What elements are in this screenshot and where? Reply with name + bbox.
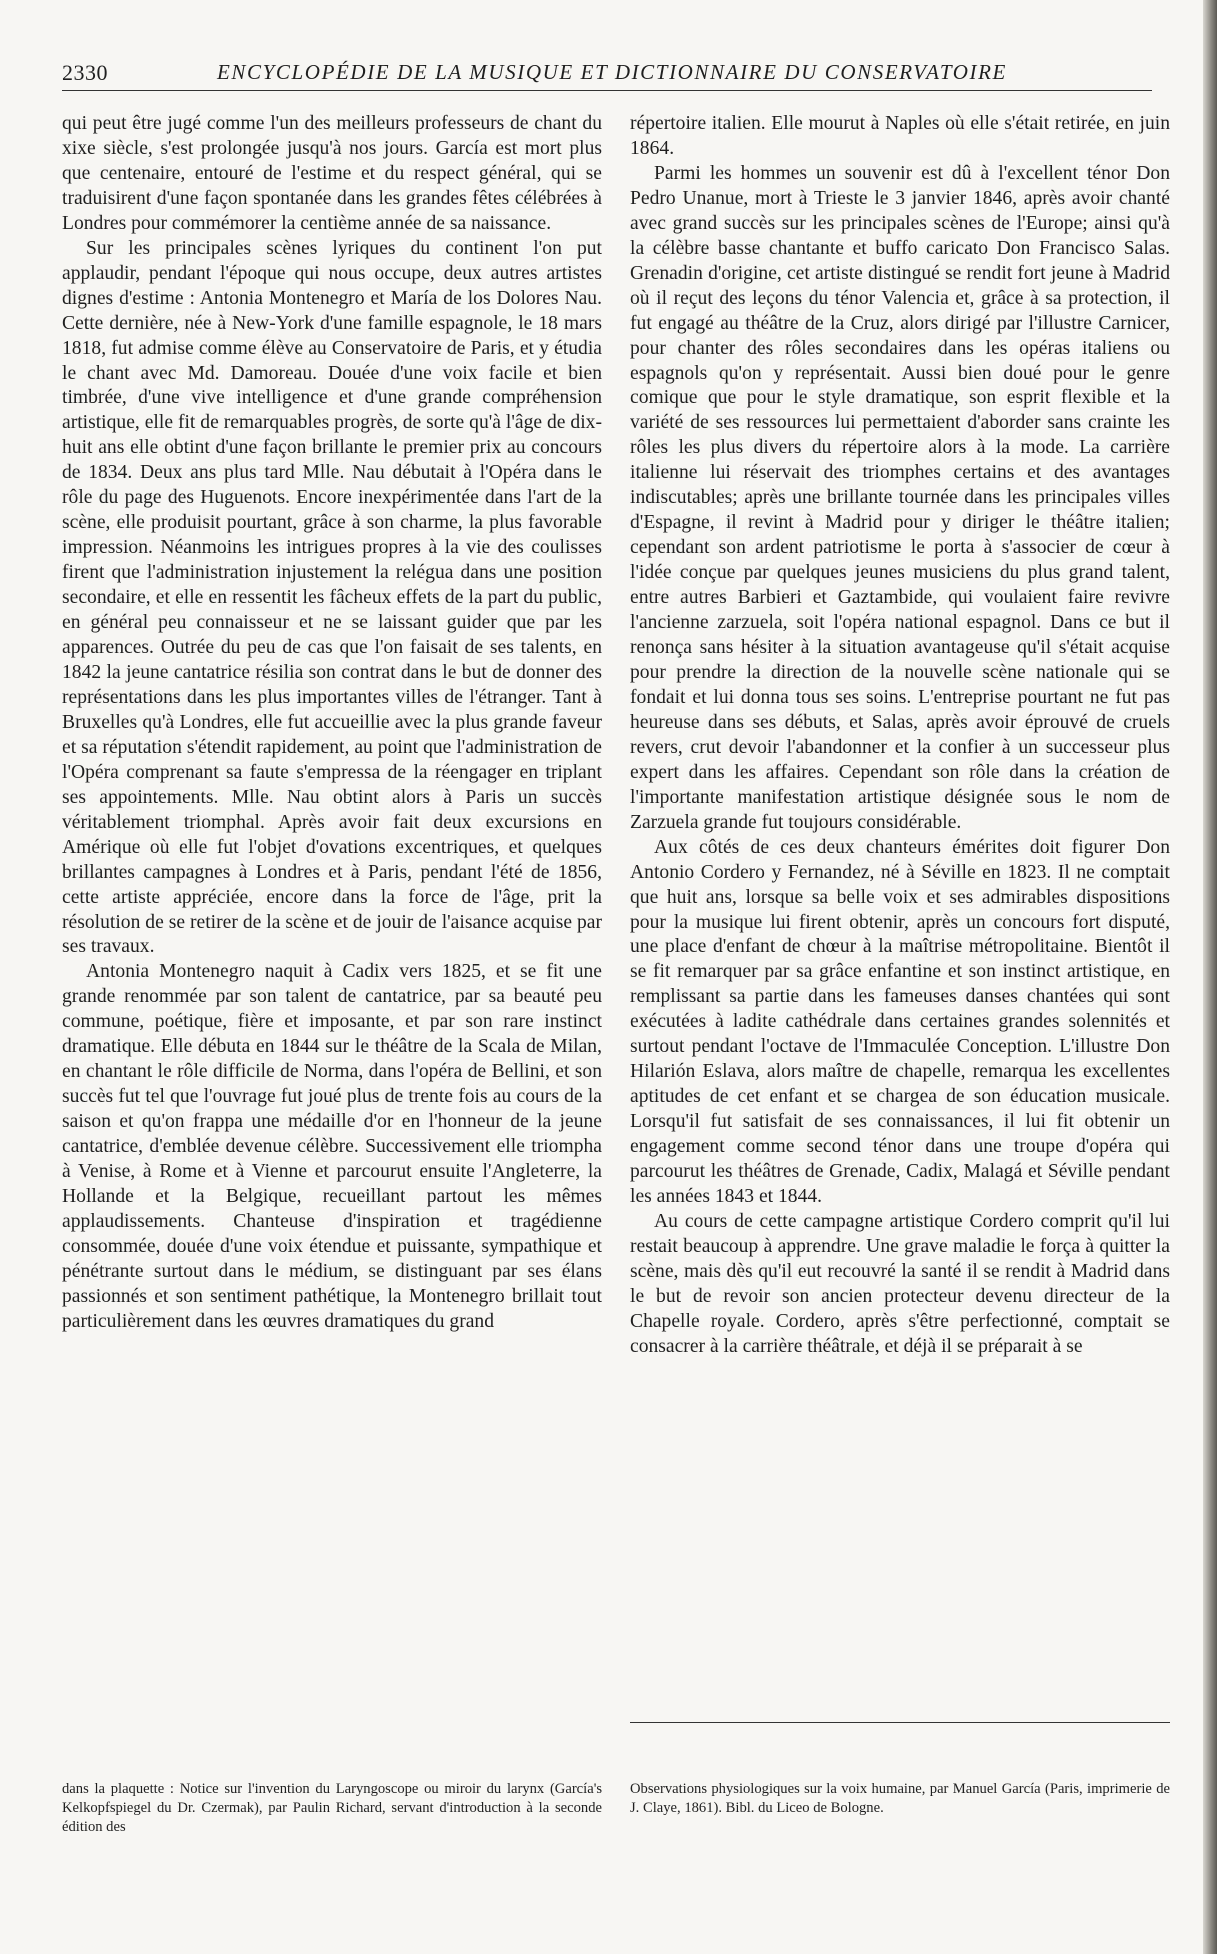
paragraph: Parmi les hommes un souvenir est dû à l'excellent ténor Don Pedro Unanue, mort à Trieste le 3 janvier 1846, après avoir chanté avec grand succès sur les principales scènes de l'Europe; ainsi qu'à la célèbre basse chantante et buffo caricato Don Francisco Salas. Grenadin d'origine, cet artiste distingué se rendit fort jeune à Madrid où il reçut des leçons du ténor Valencia et, grâce à sa protection, il fut engagé au théâtre de la Cruz, alors dirigé par l'illustre Carnicer, pour chanter des rôles secondaires dans les opéras italiens ou espagnols qu'on y représentait. Aussi bien doué pour le genre comique que pour le style dramatique, son esprit flexible et la variété de ses ressources lui permettaient d'aborder sans crainte les rôles les plus divers du répertoire alors à la mode. La carrière italienne lui réservait des triomphes certains et des avantages indiscutables; après une brillante tournée dans les principales villes d'Espagne, il revint à Madrid pour y diriger le théâtre italien; cependant son ardent patriotisme le porta à s'associer de cœur à l'idée conçue par quelques jeunes musiciens du plus grand talent, entre autres Barbieri et Gaztambide, qui voulaient faire revivre l'ancienne zarzuela, soit l'opéra national espagnol. Dans ce but il renonça sans hésiter à la situation avantageuse qu'il s'était acquise pour prendre la direction de la nouvelle scène nationale qui se fondait et lui donna tous ses soins. L'entreprise pourtant ne fut pas heureuse dans ses débuts, et Salas, après avoir éprouvé de cruels revers, crut devoir l'abandonner et la confier à un successeur plus expert dans les affaires. Cependant son rôle dans la création de l'importante manifestation artistique désignée sous le nom de Zarzuela grande fut toujours considérable. (630, 162, 1170, 833)
right-column (630, 112, 1170, 1360)
footnote-divider (630, 1722, 1170, 1723)
paragraph: Aux côtés de ces deux chanteurs émérites doit figurer Don Antonio Cordero y Fernandez, né à Séville en 1823. Il ne comptait que huit ans, lorsque sa belle voix et ses admirables dispositions pour la musique lui firent obtenir, après un concours fort disputé, une place d'enfant de chœur à la maîtrise métropolitaine. Bientôt il se fit remarquer par sa grâce enfantine et son instinct artistique, en remplissant sa partie dans les fameuses danses chantées qui sont exécutées à ladite cathédrale dans certaines grandes solennités et surtout pendant l'octave de l'Immaculée Conception. L'illustre Don Hilarión Eslava, alors maître de chapelle, remarqua les excellentes aptitudes de cet enfant et se chargea de son éducation musicale. Lorsqu'il fut satisfait de ses connaissances, il lui fit obtenir un engagement comme second ténor dans une troupe d'opéra qui parcourut les théâtres de Grenade, Cadix, Malagá et Séville pendant les années 1843 et 1844. (630, 836, 1170, 1207)
paragraph: qui peut être jugé comme l'un des meilleurs professeurs de chant du xixe siècle, s'est prolongée jusqu'à nos jours. García est mort plus que centenaire, entouré de l'estime et du respect général, qui se traduisirent d'une façon spontanée dans les grandes fêtes célébrées à Londres pour commémorer la centième année de sa naissance. (62, 113, 602, 234)
running-title: ENCYCLOPÉDIE DE LA MUSIQUE ET DICTIONNAIRE DU CONSERVATOIRE (217, 60, 1007, 84)
footnote-right: Observations physiologiques sur la voix humaine, par Manuel García (Paris, imprimerie de J. Claye, 1861). Bibl. du Liceo de Bologne. (630, 1781, 1170, 1816)
page-edge-shadow (1203, 0, 1217, 1954)
running-header (62, 58, 1152, 91)
paragraph: répertoire italien. Elle mourut à Naples où elle s'était retirée, en juin 1864. (630, 113, 1170, 159)
page-number: 2330 (62, 60, 108, 85)
paragraph: Au cours de cette campagne artistique Cordero comprit qu'il lui restait beaucoup à apprendre. Une grave maladie le força à quitter la scène, mais dès qu'il eut recouvré la santé il se rendit à Madrid dans le but de revoir son ancien protecteur devenu directeur de la Chapelle royale. Cordero, après s'être perfectionné, comptait se consacrer à la carrière théâtrale, et déjà il se préparait à se (630, 1210, 1170, 1357)
paragraph: Sur les principales scènes lyriques du continent l'on put applaudir, pendant l'époque qui nous occupe, deux autres artistes dignes d'estime : Antonia Montenegro et María de los Dolores Nau. Cette dernière, née à New-York d'une famille espagnole, le 18 mars 1818, fut admise comme élève au Conservatoire de Paris, et y étudia le chant avec Md. Damoreau. Douée d'une voix facile et bien timbrée, d'une vive intelligence et d'une grande compréhension artistique, elle fit de remarquables progrès, de sorte qu'à l'âge de dix-huit ans elle obtint d'une façon brillante le premier prix au concours de 1834. Deux ans plus tard Mlle. Nau débutait à l'Opéra dans le rôle du page des Huguenots. Encore inexpérimentée dans l'art de la scène, elle produisit pourtant, grâce à son charme, la plus favorable impression. Néanmoins les intrigues propres à la vie des coulisses firent que l'administration injustement la relégua dans une position secondaire, et elle en ressentit les fâcheux effets de la part du public, en général peu connaisseur et ne se laissant guider que par les apparences. Outrée du peu de cas que l'on faisait de ses talents, en 1842 la jeune cantatrice résilia son contrat dans le but de donner des représentations dans les plus importantes villes de l'étranger. Tant à Bruxelles qu'à Londres, elle fut accueillie avec la plus grande faveur et sa réputation s'étendit rapidement, au point que l'administration de l'Opéra comprenant sa faute s'empressa de la réengager en triplant ses appointements. Mlle. Nau obtint alors à Paris un succès véritablement triomphal. Après avoir fait deux excursions en Amérique où elle fut l'objet d'ovations excentriques, et quelques brillantes campagnes à Londres et à Paris, pendant l'été de 1856, cette artiste appréciée, encore dans la force de l'âge, prit la résolution de se retirer de la scène et de jouir de l'aisance acquise par ses travaux. (62, 237, 602, 958)
paragraph: Antonia Montenegro naquit à Cadix vers 1825, et se fit une grande renommée par son talent de cantatrice, par sa beauté peu commune, poétique, fière et imposante, et par son rare instinct dramatique. Elle débuta en 1844 sur le théâtre de la Scala de Milan, en chantant le rôle difficile de Norma, dans l'opéra de Bellini, et son succès fut tel que l'ouvrage fut joué plus de trente fois au cours de la saison et qu'on frappa une médaille d'or en l'honneur de la jeune cantatrice, d'emblée devenue célèbre. Successivement elle triompha à Venise, à Rome et à Vienne et parcourut ensuite l'Angleterre, la Hollande et la Belgique, recueillant partout les mêmes applaudissements. Chanteuse d'inspiration et tragédienne consommée, douée d'une voix étendue et puissante, sympathique et pénétrante surtout dans le médium, se distinguant par ses élans passionnés et son sentiment pathétique, la Montenegro brillait tout particulièrement dans les œuvres dramatiques du grand (62, 961, 602, 1332)
footnote-left: dans la plaquette : Notice sur l'invention du Laryngoscope ou miroir du larynx (García's Kelkopfspiegel du Dr. Czermak), par Paulin Richard, servant d'introduction à la seconde édition des (62, 1781, 602, 1835)
left-column (62, 112, 602, 1335)
